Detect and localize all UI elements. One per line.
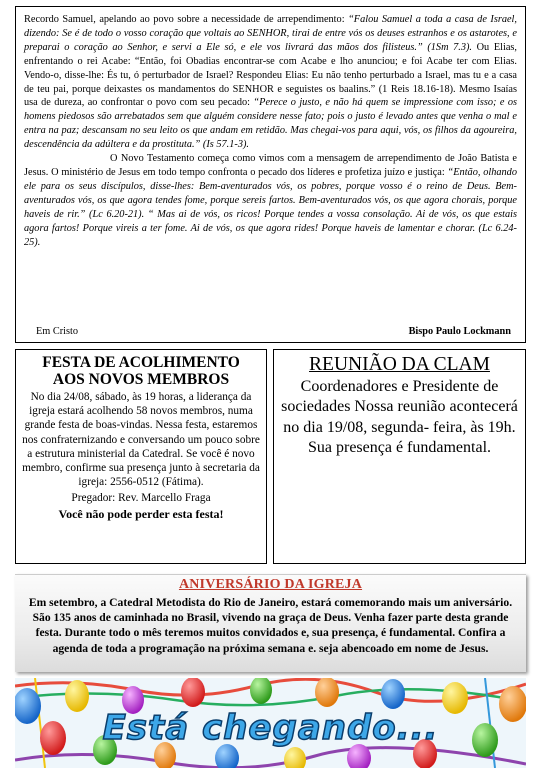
p1-text-1: Recordo Samuel, apelando ao povo sobre a necessidade de arrependimento:	[24, 14, 349, 25]
festa-title	[22, 354, 260, 388]
p1-quote-1: “Falou Samuel a toda a casa de Israel, dizendo: Se é de todo o vosso coração que voltais ao SENHOR, tirai de entre vós os deuses estranhos e os astarotes, e preparai o coração ao Senhor, e servi a Ele só, e ele vos livrará das mãos dos filisteus.” (1Sm 7.3).	[24, 14, 517, 53]
festa-title-line-1: FESTA DE ACOLHIMENTO	[42, 354, 240, 371]
festa-acolhimento-box	[15, 349, 267, 564]
celebration-banner	[15, 678, 526, 768]
festa-preacher: Pregador: Rev. Marcello Fraga	[71, 492, 211, 505]
clam-title: REUNIÃO DA CLAM	[309, 354, 490, 375]
reuniao-clam-box	[273, 349, 526, 564]
p1-quote-2: “Perece o justo, e não há quem se impressione com isso; e os homens piedosos são arrebatados sem que alguém considere nesse fato; pois o justo é levado antes que venha o mal e entra na paz; descansam no seu leito os que andam em retidão. Mas chegai-vos para aqui, vós, os filhos da agoureira, descendência da adúltera e da prostituta.” (Is 57.1-3).	[24, 97, 517, 151]
bishop-message-box	[15, 6, 526, 343]
festa-body: No dia 24/08, sábado, às 19 horas, a liderança da igreja estará acolhendo 58 novos membros, numa grande festa de boas-vindas. Nessa festa, estaremos nos confraternizando e conversando um pouco sobre a estrutura ministerial da Catedral. Se você é novo membro, confirme sua presença junto à secretaria da igreja: 2556-0512 (Fátima).	[22, 391, 260, 489]
p2-text-1: O Novo Testamento começa como vimos com a mensagem de arrependimento de João Batista e Jesus. O ministério de Jesus em todo tempo confronta o pecado dos líderes e profetiza juízo e justiça:	[24, 153, 517, 178]
message-paragraph-2	[24, 152, 517, 249]
aniversario-body: Em setembro, a Catedral Metodista do Rio de Janeiro, estará comemorando mais um aniversário. São 135 anos de caminhada no Brasil, vivendo na graça de Deus. Venha fazer parte desta grande festa. Durante todo o mês teremos muitos convidados e, sua presença, é fundamental. Confira a agenda de toda a programação na próxima semana e. seja abencoado em nome de Jesus.	[28, 596, 513, 655]
festa-closing: Você não pode perder esta festa!	[58, 506, 224, 521]
aniversario-title: ANIVERSÁRIO DA IGREJA	[178, 577, 363, 592]
message-paragraph-1	[24, 13, 517, 152]
banner-text: Está chegando...	[102, 708, 439, 748]
signoff: Em Cristo	[36, 326, 79, 337]
clam-body: Coordenadores e Presidente de sociedades Nossa reunião acontecerá no dia 19/08, segunda- feira, às 19h. Sua presença é fundamental.	[281, 378, 518, 456]
aniversario-box	[15, 574, 526, 672]
p2-quote-1: “Então, olhando ele para os seus discípulos, disse-lhes: Bem-aventurados vós, os pobres, porque vosso é o reino de Deus. Bem-aventurados vós, os que agora tendes fome, porque sereis fartos. Bem-aventurados vós, os que agora chorais, porque haveis de rir.” (Lc 6.20-21). “ Mas ai de vós, os ricos! Porque tendes a vossa consolação. Ai de vós, os que estais agora fartos! Porque vireis a ter fome. Ai de vós, os que agora rides! Porque haveis de lamentar e chorar. (Lc 6.24-25).	[24, 166, 517, 248]
author-name: Bispo Paulo Lockmann	[408, 326, 511, 337]
festa-title-line-2: AOS NOVOS MEMBROS	[52, 371, 230, 388]
p1-text-2: Ou Elias, enfrentando o rei Acabe: “Então, foi Obadias encontrar-se com Acabe e lho anunciou; e foi Acabe ter com Elias. Vendo-o, disse-lhe: És tu, ó perturbador de Israel? Respondeu Elias: Eu não tenho perturbado a Israel, mas tu e a casa de teu pai, porque deixastes os mandamentos do SENHOR e seguistes os baalins.” (1 Reis 18.16-18). Mesmo Isaías usa de dureza, ao confrontar o povo com seu pecado:	[24, 41, 517, 109]
